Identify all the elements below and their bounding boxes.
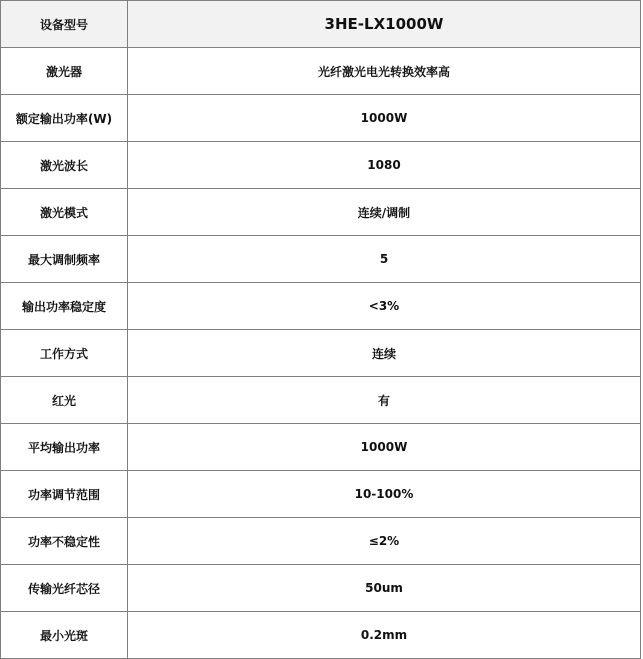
row-label: 激光模式 [1, 189, 128, 236]
row-value: 1000W [128, 95, 641, 142]
table-row [1, 612, 641, 659]
row-label: 输出功率稳定度 [1, 283, 128, 330]
table-header-row [1, 1, 641, 48]
row-label: 红光 [1, 377, 128, 424]
table-row [1, 142, 641, 189]
row-label: 传输光纤芯径 [1, 565, 128, 612]
row-label: 额定输出功率(W) [1, 95, 128, 142]
row-label: 激光器 [1, 48, 128, 95]
header-label: 设备型号 [1, 1, 128, 48]
row-value: 有 [128, 377, 641, 424]
table-row [1, 518, 641, 565]
row-label: 功率不稳定性 [1, 518, 128, 565]
row-label: 平均输出功率 [1, 424, 128, 471]
row-value: 连续 [128, 330, 641, 377]
table-row [1, 283, 641, 330]
table-row [1, 565, 641, 612]
row-label: 工作方式 [1, 330, 128, 377]
row-label: 激光波长 [1, 142, 128, 189]
row-value: 1080 [128, 142, 641, 189]
row-value: 1000W [128, 424, 641, 471]
row-value: <3% [128, 283, 641, 330]
table-row [1, 236, 641, 283]
row-label: 功率调节范围 [1, 471, 128, 518]
row-value: 50um [128, 565, 641, 612]
header-value: 3HE-LX1000W [128, 1, 641, 48]
table-row [1, 471, 641, 518]
table-row [1, 189, 641, 236]
row-value: ≤2% [128, 518, 641, 565]
table-row [1, 48, 641, 95]
table-row [1, 330, 641, 377]
row-value: 5 [128, 236, 641, 283]
table-row [1, 424, 641, 471]
table-row [1, 377, 641, 424]
row-value: 0.2mm [128, 612, 641, 659]
row-value: 光纤激光电光转换效率高 [128, 48, 641, 95]
row-label: 最小光斑 [1, 612, 128, 659]
row-value: 10-100% [128, 471, 641, 518]
row-label: 最大调制频率 [1, 236, 128, 283]
table-row [1, 95, 641, 142]
row-value: 连续/调制 [128, 189, 641, 236]
